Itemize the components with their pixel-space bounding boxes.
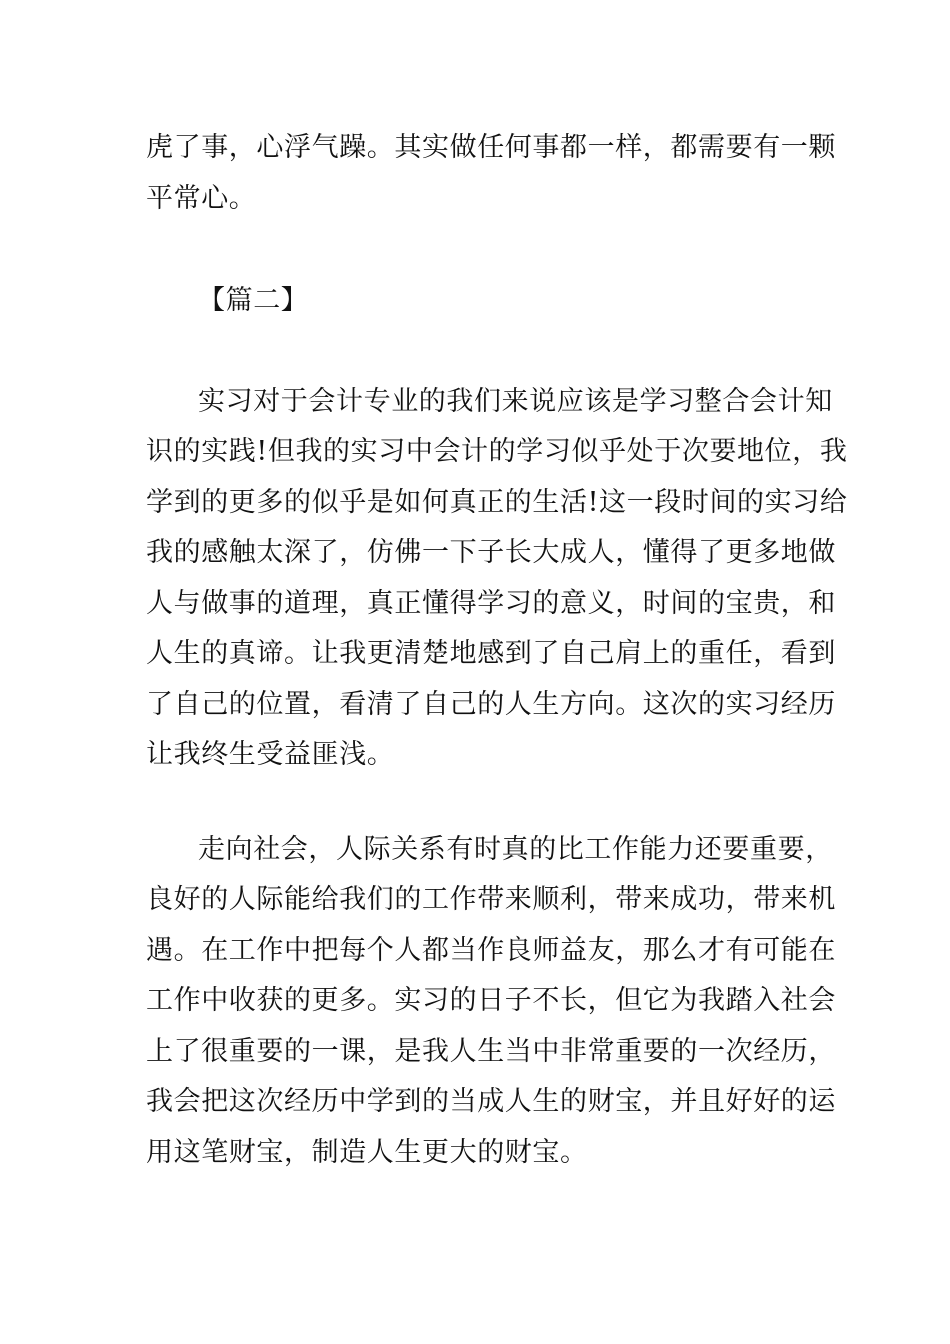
paragraph-line: 了自己的位置，看清了自己的人生方向。这次的实习经历 xyxy=(146,689,836,720)
paragraph-line: 识的实践!但我的实习中会计的学习似乎处于次要地位，我 xyxy=(146,436,848,467)
paragraph-line: 学到的更多的似乎是如何真正的生活!这一段时间的实习给 xyxy=(146,487,848,518)
paragraph-line: 实习对于会计专业的我们来说应该是学习整合会计知 xyxy=(198,386,833,417)
section-heading: 【篇二】 xyxy=(198,285,309,316)
paragraph-line: 我会把这次经历中学到的当成人生的财宝，并且好好的运 xyxy=(146,1086,836,1117)
paragraph-line: 上了很重要的一课，是我人生当中非常重要的一次经历， xyxy=(146,1036,836,1067)
continuation-line: 平常心。 xyxy=(146,183,257,214)
paragraph-line: 人生的真谛。让我更清楚地感到了自己肩上的重任，看到 xyxy=(146,638,836,669)
paragraph-line: 用这笔财宝，制造人生更大的财宝。 xyxy=(146,1137,588,1168)
paragraph-line: 人与做事的道理，真正懂得学习的意义，时间的宝贵，和 xyxy=(146,588,836,619)
paragraph-line: 我的感触太深了，仿佛一下子长大成人，懂得了更多地做 xyxy=(146,537,836,568)
paragraph-line: 良好的人际能给我们的工作带来顺利，带来成功，带来机 xyxy=(146,884,836,915)
continuation-line: 虎了事，心浮气躁。其实做任何事都一样，都需要有一颗 xyxy=(146,132,836,163)
paragraph-line: 遇。在工作中把每个人都当作良师益友，那么才有可能在 xyxy=(146,935,836,966)
paragraph-line: 让我终生受益匪浅。 xyxy=(146,739,395,770)
paragraph-line: 工作中收获的更多。实习的日子不长，但它为我踏入社会 xyxy=(146,985,836,1016)
paragraph-line: 走向社会，人际关系有时真的比工作能力还要重要， xyxy=(198,834,833,865)
